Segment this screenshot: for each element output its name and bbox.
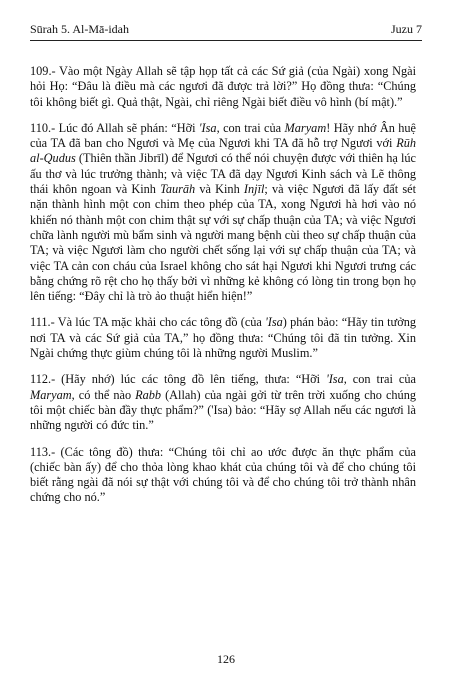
verse-text: ! Hãy nhớ Ân huệ của TA đã ban cho Ngươi và Mẹ của Ngươi khi TA đã hỗ trợ Ngươi với [30,120,417,151]
verse-109 [30,64,416,110]
verse-text: 111.- Và lúc TA mặc khải cho các tông đồ (của [30,315,266,330]
italic-term: Rabb [135,387,162,402]
verse-text: ) phán bảo: “Hãy tin tưởng nơi TA và các Sứ giả của TA,” họ đồng thưa: “Chúng tôi đã tin tưởng. Xin Ngài chứng thực giùm chúng tôi là những người Muslim.” [30,315,416,361]
running-header [30,22,422,40]
verse-list [30,64,416,517]
verse-110 [30,121,416,305]
verse-text: (Thiên thần Jibrīl) để Ngươi có thể nói chuyện được với thiên hạ lúc ấu thơ và lúc trưởng thành; và việc TA đã dạy Ngươi Kinh sách và Lẽ thông thái khôn ngoan và Kinh [30,151,416,197]
italic-term: Injīl [243,182,265,197]
verse-text: 112.- (Hãy nhớ) lúc các tông đồ lên tiếng, thưa: “Hỡi [30,372,327,387]
verse-113 [30,445,416,506]
verse-text: , con trai của [343,372,416,387]
italic-term: Maryam [284,120,327,135]
verse-text: 113.- (Các tông đồ) thưa: “Chúng tôi chỉ ao ước được ăn thực phẩm của (chiếc bàn ấy) để cho thỏa lòng khao khát của chúng tôi và để cho chúng tôi biết rằng ngài đã nói sự thật với chúng tôi và để cho chúng tôi trở thành nhân chứng cho nó.” [30,444,416,505]
italic-term: Maryam [30,387,72,402]
surah-title: Sūrah 5. Al-Mā-idah [30,22,129,36]
verse-text: 109.- Vào một Ngày Allah sẽ tập họp tất cả các Sứ giả (của Ngài) xong Ngài hỏi Họ: “Đâu là điều mà các ngươi đã được trả lời?” Họ đồng thưa: “Chúng tôi không biết gì. Quả thật, Ngài, chỉ riêng Ngài biết điều vô hình (bí mật).” [30,64,416,109]
page-number: 126 [217,652,235,666]
italic-term: Taurāh [160,182,196,197]
verse-text: , có thể nào [71,387,136,402]
italic-term: 'Isa [198,120,217,135]
italic-term: 'Isa [265,315,283,330]
italic-term: 'Isa [326,372,344,387]
juz-label: Juzu 7 [391,22,422,36]
verse-text: , con trai của [216,120,285,135]
header-rule [30,40,422,41]
verse-text: ; và việc Ngươi đã lấy đất sét nặn thành hình một con chim theo phép của TA, xong Ngươi hà hơi vào nó khiến nó thành một con chim thật sự với sự chấp thuận của TA; và việc Ngươi chữa lành người mù bẩm sinh và người mang bệnh cùi theo sự chấp thuận của TA; và việc Ngươi làm cho người chết sống lại với sự chấp thuận của TA; và việc TA cản con cháu của Israel không cho sát hại Ngươi khi Ngươi trưng các bằng chứng rõ rệt cho họ thấy bởi vì những kẻ không có lòng tin trong bọn họ lên tiếng: “Đây chỉ là trò ảo thuật hiển hiện!” [30,182,416,304]
verse-111 [30,315,416,361]
verse-112 [30,372,416,433]
verse-text: và Kinh [195,182,244,197]
italic-term: Rūh al-Qudus [30,136,416,166]
verse-text: 110.- Lúc đó Allah sẽ phán: “Hỡi [30,120,199,135]
verse-text: (Allah) của ngài gởi từ trên trời xuống cho chúng tôi một chiếc bàn đầy thực phẩm?” ('Isa) bảo: “Hãy sợ Allah nếu các ngươi là những người có đức tin.” [30,387,416,433]
